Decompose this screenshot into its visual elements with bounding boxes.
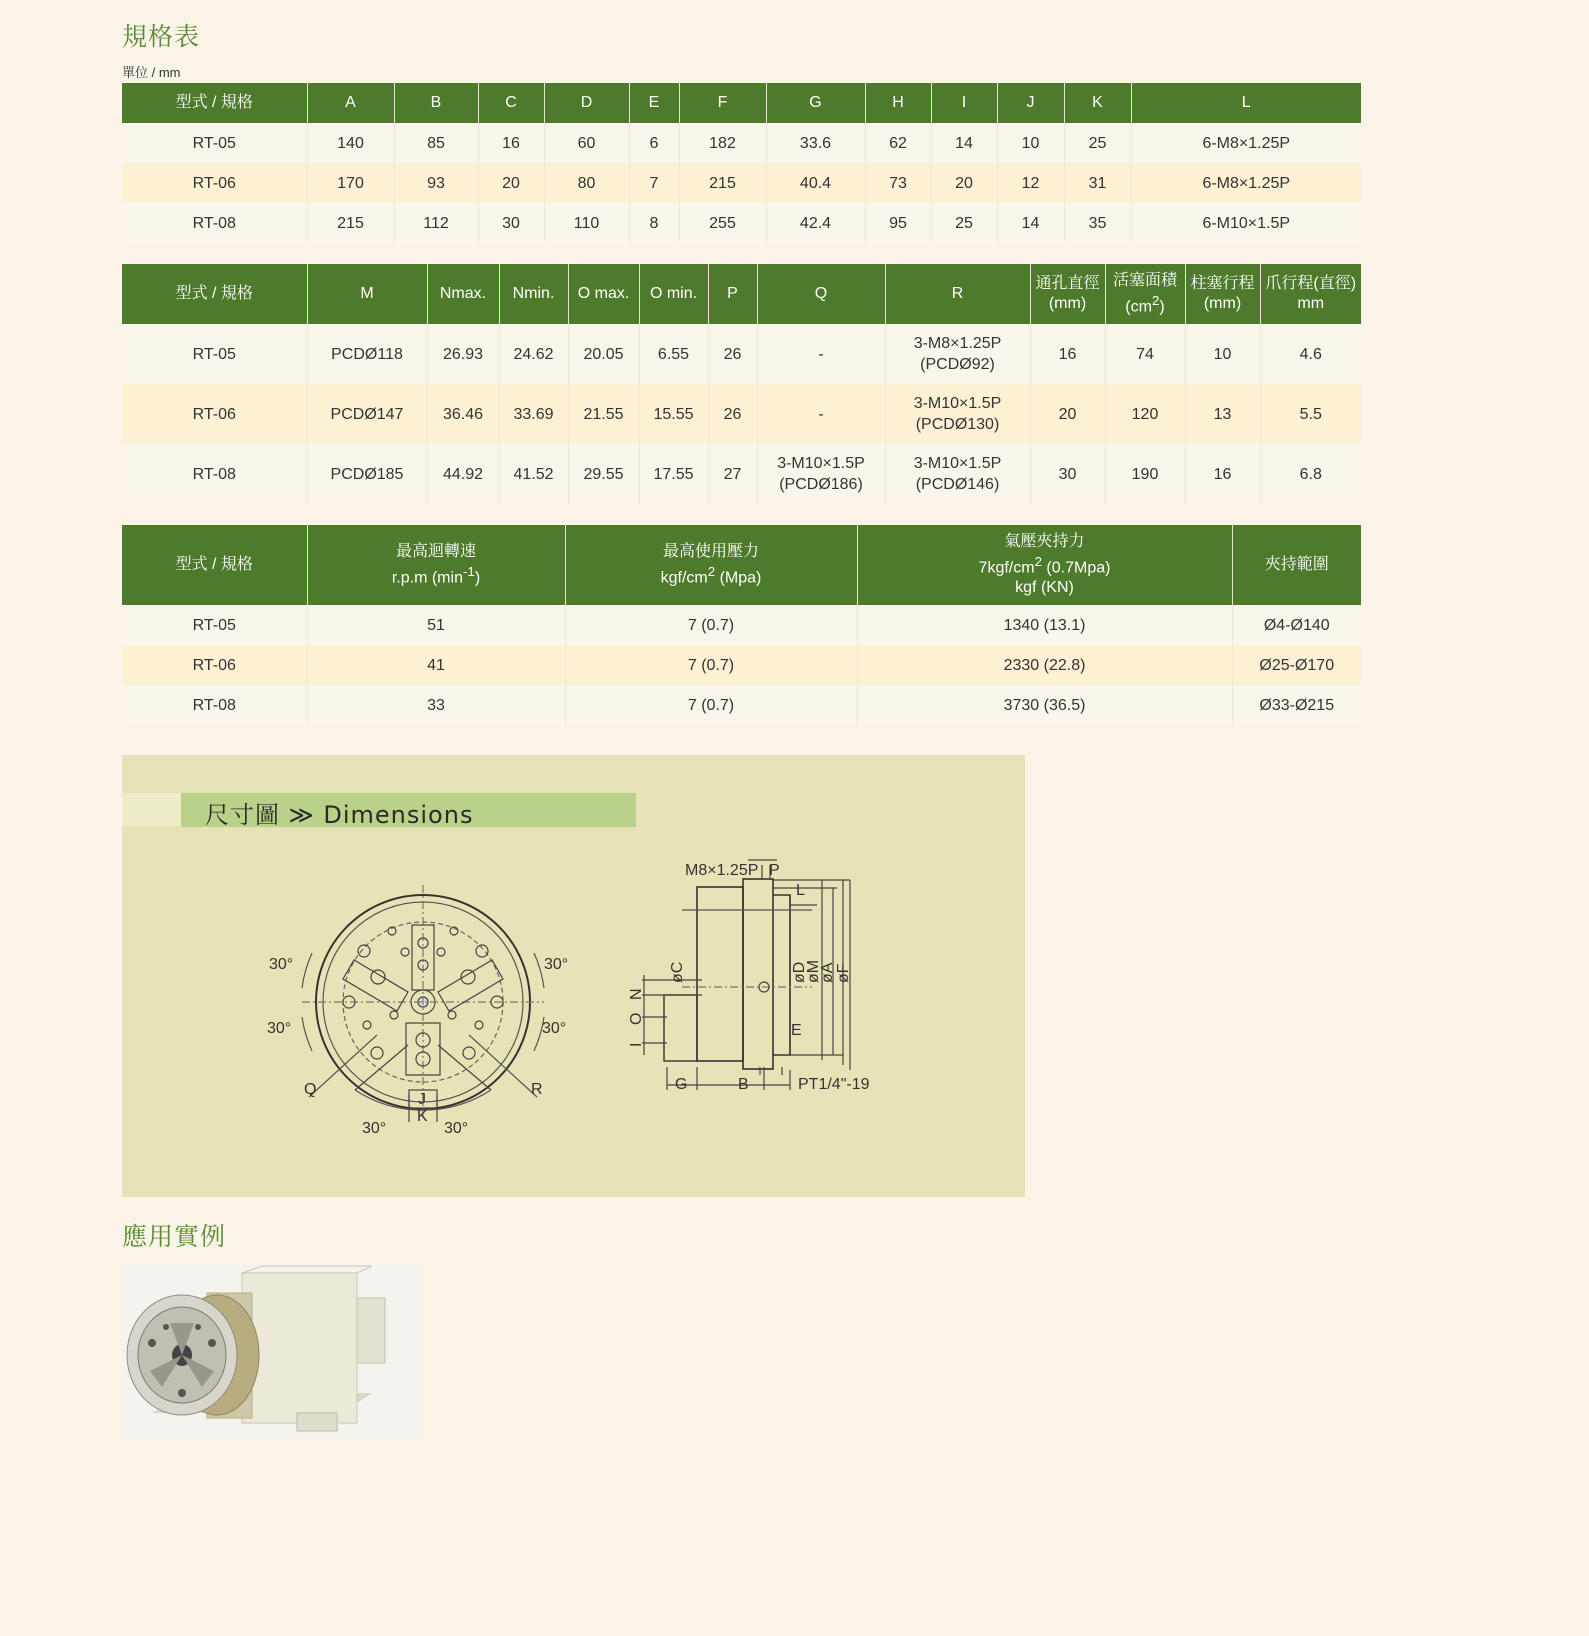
dimension-label-j: J [418, 1091, 426, 1108]
table-cell: 10 [1185, 324, 1260, 384]
table-cell: 7 (0.7) [565, 645, 857, 685]
header-cell: C [478, 83, 544, 123]
dimension-label-l: L [796, 882, 805, 899]
table-cell: 4.6 [1260, 324, 1361, 384]
table-cell [757, 444, 885, 504]
table-cell: RT-05 [122, 605, 307, 645]
header-cell: M [307, 264, 427, 324]
table-cell: 12 [997, 163, 1064, 203]
header-line: (Mpa) [715, 569, 762, 587]
header-cell: O max. [568, 264, 639, 324]
header-cell [1030, 264, 1105, 324]
header-cell [1105, 264, 1185, 324]
header-cell: H [865, 83, 931, 123]
angle-30-label: 30° [444, 1120, 469, 1137]
table-header-row [122, 83, 1361, 123]
table-header-row [122, 264, 1361, 324]
header-cell [307, 525, 565, 605]
table-cell: PCDØ147 [307, 384, 427, 444]
table-cell: 41 [307, 645, 565, 685]
table-cell: RT-06 [122, 163, 307, 203]
table-cell: RT-06 [122, 384, 307, 444]
table-cell: 36.46 [427, 384, 499, 444]
table-cell: 13 [1185, 384, 1260, 444]
table-cell: 3730 (36.5) [857, 685, 1232, 725]
table-cell: 17.55 [639, 444, 708, 504]
table-cell: 95 [865, 203, 931, 243]
header-cell: A [307, 83, 394, 123]
table-row [122, 384, 1361, 444]
header-cell: O min. [639, 264, 708, 324]
spec-table-1 [122, 83, 1361, 243]
spec-table-3 [122, 525, 1361, 725]
header-line: r.p.m (min [391, 569, 463, 587]
header-line: 通孔直徑 [1035, 275, 1100, 292]
table-row [122, 324, 1361, 384]
angle-30-label: 30° [269, 956, 294, 973]
table-cell: 80 [544, 163, 629, 203]
table-cell: 15.55 [639, 384, 708, 444]
header-cell: L [1131, 83, 1361, 123]
table-cell: 110 [544, 203, 629, 243]
header-line: 最高迴轉速 [395, 542, 476, 560]
table-cell: 20.05 [568, 324, 639, 384]
table-row [122, 444, 1361, 504]
table-cell: 41.52 [499, 444, 568, 504]
cell-line: (PCDØ186) [779, 476, 863, 493]
front-view [267, 885, 568, 1137]
dimension-label-k: K [417, 1108, 428, 1125]
table-cell: 190 [1105, 444, 1185, 504]
table-cell: 30 [478, 203, 544, 243]
table-cell: 24.62 [499, 324, 568, 384]
superscript: 2 [707, 563, 716, 579]
table-cell: - [757, 324, 885, 384]
table-cell: 14 [931, 123, 997, 163]
cell-line: 3-M10×1.5P [913, 395, 1002, 412]
table-cell [885, 384, 1030, 444]
table-cell: 255 [679, 203, 766, 243]
table-cell: 6-M8×1.25P [1131, 123, 1361, 163]
cell-line: 3-M10×1.5P [913, 455, 1002, 472]
dimension-label-e: E [791, 1022, 802, 1039]
table-cell: 170 [307, 163, 394, 203]
application-example-image [122, 1263, 422, 1439]
table-cell: 21.55 [568, 384, 639, 444]
table-cell: RT-08 [122, 203, 307, 243]
table-cell: 6 [629, 123, 679, 163]
table-cell: 5.5 [1260, 384, 1361, 444]
dimension-label-pt: PT1/4"-19 [798, 1076, 870, 1093]
table-cell: 26 [708, 384, 757, 444]
table-cell: 10 [997, 123, 1064, 163]
table-cell: 6.55 [639, 324, 708, 384]
dimension-label-oc: øC [669, 961, 686, 983]
table-cell: 73 [865, 163, 931, 203]
cell-line: (PCDØ146) [915, 476, 1000, 493]
table-cell: RT-05 [122, 123, 307, 163]
table-cell: Ø25-Ø170 [1232, 645, 1361, 685]
table-cell: Ø33-Ø215 [1232, 685, 1361, 725]
table-cell: 25 [1064, 123, 1131, 163]
table-cell: PCDØ118 [307, 324, 427, 384]
angle-30-label: 30° [544, 956, 569, 973]
cell-line: (PCDØ92) [920, 356, 995, 373]
cell-line: 3-M8×1.25P [913, 335, 1002, 352]
dimension-label-om: øM [805, 959, 822, 983]
table-cell: 62 [865, 123, 931, 163]
header-cell: 型式 / 規格 [122, 525, 307, 605]
header-line: (0.7Mpa) [1041, 559, 1111, 577]
header-cell [1260, 264, 1361, 324]
table-cell: 16 [1030, 324, 1105, 384]
header-cell: F [679, 83, 766, 123]
table-cell: 30 [1030, 444, 1105, 504]
table-cell: 74 [1105, 324, 1185, 384]
rotary-table-illustration [122, 1263, 422, 1439]
header-cell [565, 525, 857, 605]
spec-table-title: 規格表 [122, 22, 201, 51]
table-header-row [122, 525, 1361, 605]
header-cell: E [629, 83, 679, 123]
table-cell: RT-05 [122, 324, 307, 384]
header-line: ) [1159, 298, 1165, 316]
header-line: kgf (KN) [1015, 579, 1074, 597]
header-line: 爪行程(直徑) [1265, 275, 1357, 292]
table-cell: 8 [629, 203, 679, 243]
table-cell: 42.4 [766, 203, 865, 243]
dimension-label-oa: øA [819, 962, 836, 983]
header-cell [857, 525, 1232, 605]
dimension-label-n: N [628, 988, 645, 1000]
table-cell: 29.55 [568, 444, 639, 504]
table-cell [885, 444, 1030, 504]
header-cell: B [394, 83, 478, 123]
dimensions-drawing-panel [122, 755, 1025, 1197]
dimension-label-r: R [531, 1081, 543, 1098]
table-cell: 33.69 [499, 384, 568, 444]
dimension-label-q: Q [304, 1081, 317, 1098]
table-cell: 182 [679, 123, 766, 163]
table-cell: 27 [708, 444, 757, 504]
header-cell: Nmin. [499, 264, 568, 324]
table-cell: 25 [931, 203, 997, 243]
table-row [122, 685, 1361, 725]
table-cell: 31 [1064, 163, 1131, 203]
table-cell: 33 [307, 685, 565, 725]
header-cell: 型式 / 規格 [122, 83, 307, 123]
table-cell: 140 [307, 123, 394, 163]
header-cell: I [931, 83, 997, 123]
header-line: (mm) [1203, 295, 1242, 312]
header-line: 氣壓夾持力 [1004, 532, 1085, 550]
table-cell: 93 [394, 163, 478, 203]
table-cell: 14 [997, 203, 1064, 243]
table-cell: 33.6 [766, 123, 865, 163]
header-cell: Q [757, 264, 885, 324]
header-cell: P [708, 264, 757, 324]
table-cell: 215 [307, 203, 394, 243]
cell-line: 3-M10×1.5P [777, 455, 865, 472]
superscript: 2 [1151, 292, 1160, 308]
dimension-label-o: O [628, 1012, 645, 1025]
superscript: 2 [1034, 553, 1042, 569]
header-line: 最高使用壓力 [662, 542, 759, 560]
table-cell: 120 [1105, 384, 1185, 444]
table-cell: 6-M10×1.5P [1131, 203, 1361, 243]
table-cell: 16 [478, 123, 544, 163]
header-line: 活塞面積 [1112, 271, 1177, 289]
table-cell: 2330 (22.8) [857, 645, 1232, 685]
spec-table-2 [122, 264, 1361, 504]
table-cell: RT-08 [122, 685, 307, 725]
dimensions-drawing [122, 755, 1025, 1197]
table-cell: 7 (0.7) [565, 685, 857, 725]
table-cell: 44.92 [427, 444, 499, 504]
table-cell: 26.93 [427, 324, 499, 384]
table-cell: PCDØ185 [307, 444, 427, 504]
header-cell: D [544, 83, 629, 123]
table-cell: 35 [1064, 203, 1131, 243]
table-cell: RT-08 [122, 444, 307, 504]
table-cell: 1340 (13.1) [857, 605, 1232, 645]
header-line: mm [1297, 295, 1325, 312]
table-cell: RT-06 [122, 645, 307, 685]
side-view [628, 860, 870, 1093]
header-cell: 夾持範圍 [1232, 525, 1361, 605]
table-cell: 6-M8×1.25P [1131, 163, 1361, 203]
dimension-label-m8: M8×1.25P [685, 862, 759, 879]
header-cell: J [997, 83, 1064, 123]
header-cell [1185, 264, 1260, 324]
table-cell [885, 324, 1030, 384]
header-cell: Nmax. [427, 264, 499, 324]
header-line: 7kgf/cm [978, 559, 1035, 577]
table-row [122, 123, 1361, 163]
table-cell: 26 [708, 324, 757, 384]
header-line: (cm [1125, 298, 1152, 316]
dimension-label-od: øD [791, 961, 808, 983]
table-cell: 20 [478, 163, 544, 203]
table-cell: Ø4-Ø140 [1232, 605, 1361, 645]
table-cell: 112 [394, 203, 478, 243]
table-cell: 85 [394, 123, 478, 163]
header-line: ) [474, 569, 481, 587]
dimension-label-b: B [738, 1076, 749, 1093]
header-line: (mm) [1048, 295, 1087, 312]
table-cell: 60 [544, 123, 629, 163]
header-cell: 型式 / 規格 [122, 264, 307, 324]
table-cell: 6.8 [1260, 444, 1361, 504]
dimension-label-i: I [628, 1042, 645, 1047]
angle-30-label: 30° [542, 1020, 567, 1037]
angle-30-label: 30° [362, 1120, 387, 1137]
header-cell: G [766, 83, 865, 123]
header-line: 柱塞行程 [1190, 275, 1255, 292]
table-cell: 20 [931, 163, 997, 203]
table-cell: 16 [1185, 444, 1260, 504]
header-line: kgf/cm [660, 569, 708, 587]
table-cell: - [757, 384, 885, 444]
table-row [122, 203, 1361, 243]
dimension-label-p: P [769, 862, 780, 879]
angle-30-label: 30° [267, 1020, 292, 1037]
superscript: -1 [462, 563, 475, 579]
table-cell: 7 [629, 163, 679, 203]
header-cell: R [885, 264, 1030, 324]
table-row [122, 163, 1361, 203]
table-cell: 215 [679, 163, 766, 203]
table-cell: 20 [1030, 384, 1105, 444]
table-cell: 40.4 [766, 163, 865, 203]
table-cell: 7 (0.7) [565, 605, 857, 645]
cell-line: (PCDØ130) [915, 416, 1000, 433]
header-cell: K [1064, 83, 1131, 123]
dimension-label-g: G [675, 1076, 688, 1093]
table-row [122, 605, 1361, 645]
dimensions-title: 尺寸圖 ≫ Dimensions [205, 801, 474, 829]
table-row [122, 645, 1361, 685]
application-example-title: 應用實例 [122, 1222, 227, 1251]
unit-label: 單位 / mm [122, 65, 181, 80]
table-cell: 51 [307, 605, 565, 645]
dimension-label-of: øF [835, 963, 852, 983]
